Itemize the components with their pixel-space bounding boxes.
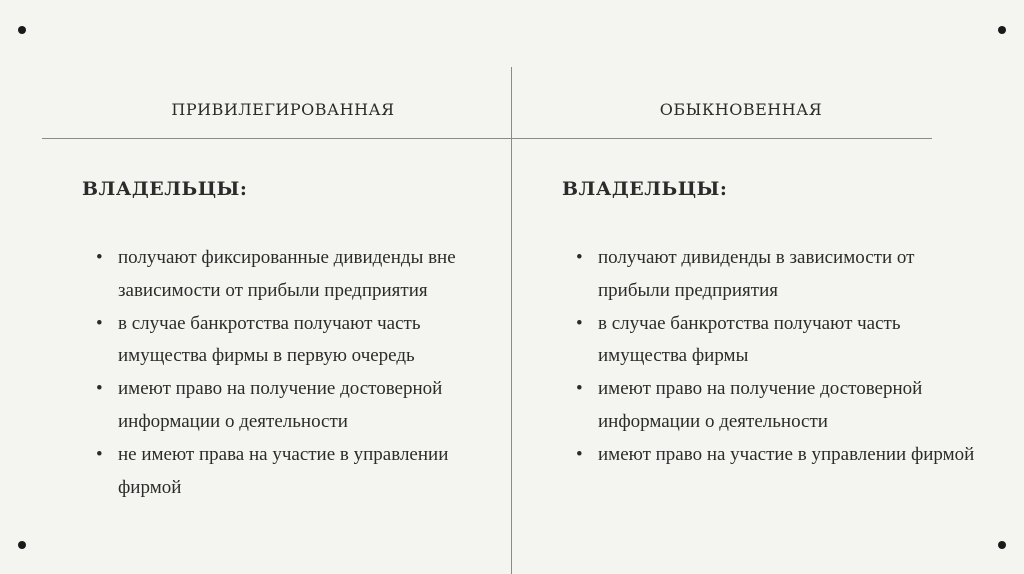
bullet-icon: • bbox=[96, 312, 103, 334]
bullet-icon: • bbox=[576, 312, 583, 334]
list-item-text: получают фиксированные дивиденды вне зависимости от прибыли предприятия bbox=[118, 247, 456, 301]
left-column-header: ПРИВИЛЕГИРОВАННАЯ bbox=[171, 100, 395, 119]
list-item-text: имеют право на участие в управлении фирмой bbox=[598, 443, 975, 465]
right-owners-label: ВЛАДЕЛЬЦЫ: bbox=[562, 178, 728, 200]
list-item-text: в случае банкротства получают часть имущества фирмы bbox=[598, 312, 901, 367]
list-item bbox=[96, 308, 496, 374]
right-bullet-list bbox=[576, 242, 976, 472]
bullet-icon: • bbox=[96, 443, 103, 465]
horizontal-divider bbox=[42, 138, 932, 139]
left-bullet-list bbox=[96, 242, 496, 504]
list-item bbox=[576, 439, 976, 472]
list-item-text: не имеют права на участие в управлении фирмой bbox=[118, 443, 449, 498]
left-owners-label: ВЛАДЕЛЬЦЫ: bbox=[82, 178, 248, 200]
list-item bbox=[576, 373, 976, 439]
bullet-icon: • bbox=[576, 443, 583, 465]
list-item-text: получают дивиденды в зависимости от прибыли предприятия bbox=[598, 247, 915, 301]
corner-dot-bottom-right bbox=[998, 541, 1006, 549]
vertical-divider bbox=[511, 67, 512, 574]
right-column-header: ОБЫКНОВЕННАЯ bbox=[659, 100, 823, 119]
list-item bbox=[576, 242, 976, 308]
list-item-text: в случае банкротства получают часть имущества фирмы в первую очередь bbox=[118, 312, 421, 367]
bullet-icon: • bbox=[96, 378, 103, 400]
list-item bbox=[576, 308, 976, 374]
list-item-text: имеют право на получение достоверной информации о деятельности bbox=[118, 378, 443, 432]
corner-dot-top-right bbox=[998, 26, 1006, 34]
list-item-text: имеют право на получение достоверной информации о деятельности bbox=[598, 378, 923, 432]
list-item bbox=[96, 373, 496, 439]
bullet-icon: • bbox=[576, 378, 583, 400]
list-item bbox=[96, 242, 496, 308]
bullet-icon: • bbox=[96, 247, 103, 268]
list-item bbox=[96, 439, 496, 505]
bullet-icon: • bbox=[576, 247, 583, 268]
corner-dot-top-left bbox=[18, 26, 26, 34]
corner-dot-bottom-left bbox=[18, 541, 26, 549]
